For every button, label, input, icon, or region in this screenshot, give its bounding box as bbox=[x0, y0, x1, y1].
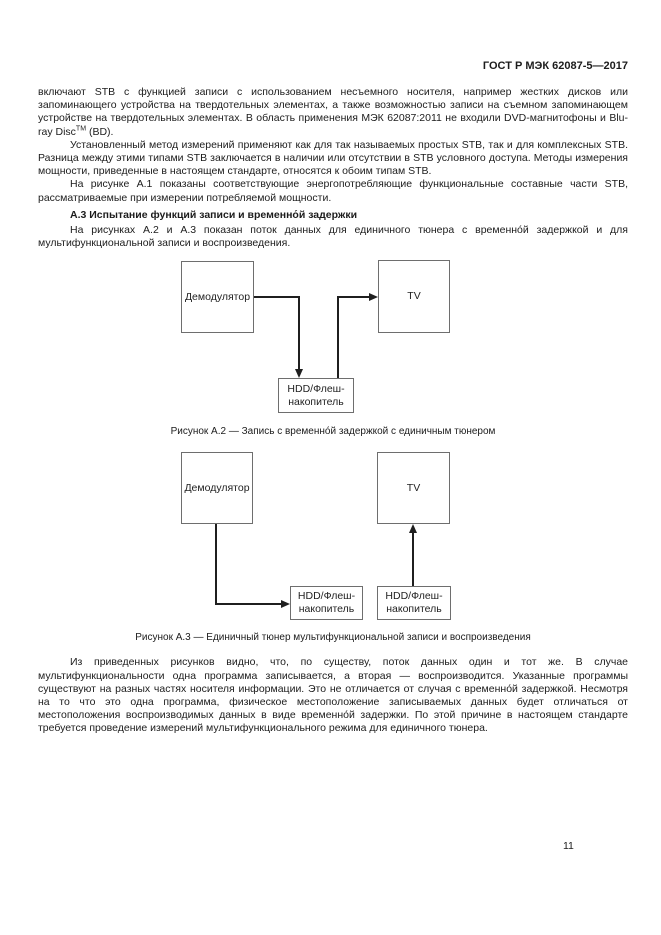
paragraph-1-tail: (BD). bbox=[86, 125, 114, 138]
figure-a2-caption: Рисунок А.2 — Запись с временно́й задержкой с единичным тюнером bbox=[170, 426, 496, 438]
paragraph-3: На рисунке А.1 показаны соответствующие энергопотребляющие функциональные составные части STB, рассматриваемые при измерении потребляемой мощности. bbox=[38, 178, 628, 204]
arrowhead-right-icon bbox=[369, 293, 378, 301]
section-heading-a3: А.3 Испытание функций записи и временно́й задержки bbox=[70, 208, 358, 221]
hdd-flash-box bbox=[278, 378, 354, 413]
demodulator-box bbox=[181, 261, 254, 333]
arrowhead-down-icon bbox=[295, 369, 303, 378]
demodulator-label: Демодулятор bbox=[184, 481, 250, 494]
arrowhead-right-icon bbox=[281, 600, 290, 608]
connector-hdd-to-tv-vertical bbox=[337, 296, 339, 378]
paragraph-1-text: включают STB с функцией записи с использованием несъемного носителя, например жестких дисков или запоминающего устройства на твердотельных элементах, а также возможностью записи на съемном запоминающем устройстве на твердотельных элементах. В область применения МЭК 62087:2011 не входили DVD-магнитофоны и Blu-ray Disc bbox=[38, 86, 628, 138]
document-header: ГОСТ Р МЭК 62087-5—2017 bbox=[482, 60, 628, 72]
arrowhead-up-icon bbox=[409, 524, 417, 533]
page-number: 11 bbox=[563, 840, 574, 852]
figure-a2-diagram bbox=[38, 252, 628, 418]
connector-demod-to-hdd-vertical bbox=[215, 524, 217, 605]
tv-label: TV bbox=[407, 290, 421, 303]
connector-demod-to-hdd-vertical bbox=[298, 296, 300, 370]
connector-hdd-to-tv-vertical bbox=[412, 532, 414, 586]
demodulator-label: Демодулятор bbox=[184, 290, 251, 303]
demodulator-box bbox=[181, 452, 253, 524]
paragraph-5: Из приведенных рисунков видно, что, по существу, поток данных один и тот же. В случае мультифункциональности одна программа записывается, а вторая — воспроизводится. Указанные программы существуют на разных частях носителя информации. Это не отличается от случая с временно́й задержкой. Несмотря на то что это одна программа, физическое местоположение записываемых данных будет отличаться от местоположения воспроизводимых данных в виде временно́й задержки. По этой причине в настоящем стандарте требуется проведение измерений мультифункционального режима для единичного тюнера. bbox=[38, 656, 628, 735]
trademark-superscript: TM bbox=[75, 125, 87, 133]
tv-label: TV bbox=[406, 481, 421, 494]
figure-a3-caption: Рисунок А.3 — Единичный тюнер мультифункциональной записи и воспроизведения bbox=[135, 632, 531, 644]
tv-box bbox=[377, 452, 450, 524]
hdd-flash-playback-label: HDD/Флеш- накопитель bbox=[385, 590, 443, 616]
connector-hdd-to-tv-horizontal bbox=[337, 296, 369, 298]
hdd-flash-record-box bbox=[290, 586, 363, 620]
tv-box bbox=[378, 260, 450, 333]
paragraph-4: На рисунках А.2 и А.3 показан поток данных для единичного тюнера с временно́й задержкой и для мультифункциональной записи и воспроизведения. bbox=[38, 224, 628, 250]
hdd-flash-label: HDD/Флеш- накопитель bbox=[287, 382, 345, 408]
paragraph-2: Установленный метод измерений применяют как для так называемых простых STB, так и для комплексных STB. Разница между этими типами STB заключается в наличии или отсутствии в STB условного доступа. Методы измерения мощности, приведенные в настоящем стандарте, относятся к обоим типам STB. bbox=[38, 138, 628, 178]
connector-demod-to-hdd-horizontal bbox=[215, 603, 281, 605]
hdd-flash-playback-box bbox=[377, 586, 451, 620]
paragraph-1 bbox=[38, 86, 628, 139]
figure-a3-diagram bbox=[38, 449, 628, 623]
connector-demod-to-hdd-horizontal bbox=[254, 296, 300, 298]
hdd-flash-record-label: HDD/Флеш- накопитель bbox=[297, 590, 356, 616]
